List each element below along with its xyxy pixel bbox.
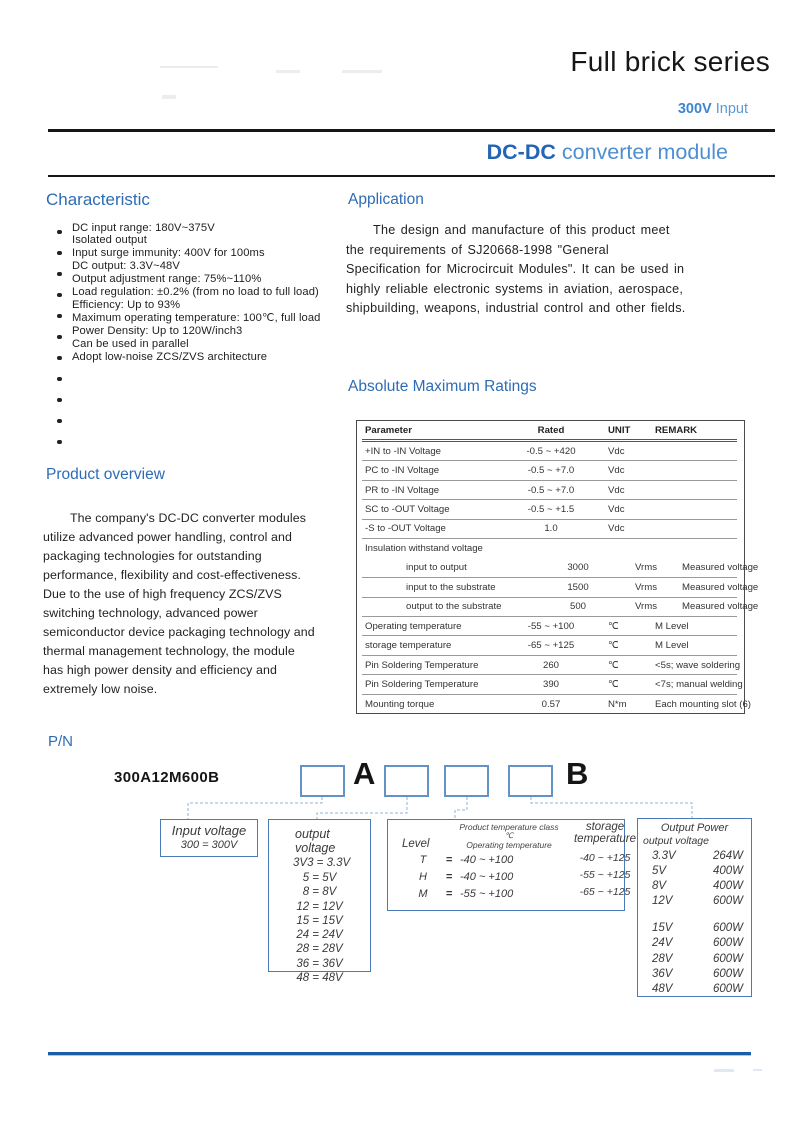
characteristic-item: Isolated output	[72, 234, 147, 247]
storage-temperature-values	[573, 850, 637, 900]
power-row-voltage: 8V	[652, 880, 667, 893]
table-cell-unit: ℃	[608, 678, 619, 690]
power-row-voltage: 48V	[652, 982, 673, 995]
table-cell-unit: Vdc	[608, 484, 625, 496]
characteristic-item: Power Density: Up to 120W/inch3	[72, 325, 243, 338]
table-cell-parameter: PC to -IN Voltage	[365, 465, 440, 477]
power-row-voltage: 3.3V	[652, 850, 676, 862]
output-voltage-option: 48 = 48V	[296, 972, 343, 985]
power-row	[652, 982, 743, 997]
bullet-icon	[57, 440, 62, 445]
table-cell-parameter: input to output	[406, 562, 467, 574]
power-row-voltage: 12V	[652, 895, 673, 908]
table-row	[362, 481, 737, 500]
characteristic-heading: Characteristic	[46, 190, 150, 209]
operating-temperature-label: Operating temperature	[466, 840, 552, 850]
table-cell-unit: Vdc	[608, 465, 625, 477]
characteristic-item: Efficiency: Up to 93%	[72, 299, 181, 312]
table-cell-remark: Measured voltage	[682, 581, 759, 593]
table-row	[362, 578, 759, 597]
table-cell-unit: Vrms	[635, 581, 658, 593]
pn-code-box-3	[444, 765, 489, 797]
header-divider-top	[48, 129, 775, 132]
table-cell-parameter: Operating temperature	[365, 620, 462, 632]
power-row-watts: 600W	[712, 952, 743, 965]
bullet-icon	[57, 251, 62, 256]
table-cell-unit: N*m	[608, 698, 627, 710]
application-heading: Application	[348, 191, 424, 208]
bullet-icon	[57, 293, 62, 298]
characteristic-item: Output adjustment range: 75%~110%	[72, 273, 262, 286]
table-row	[362, 442, 737, 461]
characteristic-item: Adopt low-noise ZCS/ZVS architecture	[72, 351, 268, 363]
power-row-watts: 600W	[712, 937, 743, 950]
output-voltage-box-title: output voltage	[295, 827, 336, 855]
power-row-watts: 400W	[712, 865, 743, 878]
overview-line: extremely low noise.	[43, 681, 158, 696]
power-row	[652, 967, 743, 982]
level-code: T	[419, 853, 427, 866]
output-voltage-option: 3V3 = 3.3V	[293, 857, 351, 869]
storage-temperature-title-1: storage	[585, 821, 625, 833]
level-range: -40 ~ +100	[460, 853, 514, 866]
table-cell-rated: 1.0	[544, 523, 558, 535]
output-voltage-option: 15 = 15V	[296, 914, 343, 927]
overview-line: utilize advanced power handling, control and	[43, 529, 292, 544]
table-cell-parameter: SC to -OUT Voltage	[365, 504, 450, 516]
artifact-smudge	[276, 70, 300, 73]
storage-temperature-value: -55 ~ +125	[579, 868, 631, 881]
level-label: Level	[402, 838, 430, 850]
power-row-gap	[652, 909, 743, 921]
table-cell-rated: 0.57	[541, 698, 561, 710]
power-row-watts: 600W	[712, 982, 743, 995]
characteristic-item: DC input range: 180V~375V	[72, 221, 215, 234]
power-row	[652, 879, 743, 894]
power-row-watts: 600W	[712, 895, 743, 908]
output-power-box	[637, 818, 752, 997]
table-header-unit: UNIT	[608, 424, 631, 436]
output-power-box-title: Output Power	[660, 822, 729, 834]
artifact-smudge	[714, 1069, 734, 1072]
characteristic-item: Can be used in parallel	[72, 338, 189, 351]
power-row-watts: 264W	[712, 850, 743, 862]
header-divider-bottom	[48, 175, 775, 177]
temperature-class-header	[445, 822, 573, 850]
power-row-voltage: 24V	[652, 937, 673, 950]
footer-divider-light	[48, 1055, 751, 1056]
part-number: 300A12M600B	[114, 769, 220, 786]
table-row	[362, 559, 759, 578]
table-row	[362, 520, 737, 539]
table-row	[362, 461, 737, 480]
input-voltage-word: Input	[711, 101, 748, 117]
pn-code-box-2	[384, 765, 429, 797]
output-voltage-options	[269, 856, 370, 985]
pn-letter-b: B	[566, 756, 589, 791]
table-row	[362, 695, 751, 714]
table-row	[362, 636, 737, 655]
characteristic-item: DC output: 3.3V~48V	[72, 260, 180, 273]
table-cell-unit: ℃	[608, 659, 619, 671]
level-code: H	[419, 870, 427, 883]
power-row	[652, 864, 743, 879]
overview-line: semiconductor device packaging technology and	[43, 624, 315, 639]
temperature-class-unit: ℃	[504, 831, 514, 840]
power-row	[652, 921, 743, 936]
characteristic-item: Maximum operating temperature: 100℃, full load	[72, 312, 321, 325]
level-range: -55 ~ +100	[460, 888, 514, 901]
table-cell-unit: Vdc	[608, 445, 625, 457]
table-cell-remark: M Level	[655, 620, 689, 632]
pn-letter-a: A	[353, 756, 376, 791]
output-power-rows	[652, 849, 743, 997]
application-line: The design and manufacture of this product meet	[373, 223, 670, 237]
table-cell-parameter: storage temperature	[365, 640, 452, 652]
power-row-voltage: 28V	[652, 952, 673, 965]
table-cell-remark: M Level	[655, 640, 689, 652]
table-cell-parameter: output to the substrate	[406, 601, 502, 613]
table-row	[362, 675, 743, 694]
table-cell-rated: -0.5 ~ +7.0	[527, 484, 575, 496]
bullet-icon	[57, 377, 62, 382]
artifact-smudge	[342, 70, 382, 73]
equals-sign: =	[445, 888, 453, 901]
table-cell-remark: <5s; wave soldering	[655, 659, 741, 671]
table-header-parameter: Parameter	[365, 424, 412, 436]
power-row-voltage: 36V	[652, 967, 673, 980]
table-cell-rated: 260	[542, 659, 559, 671]
power-row-voltage: 15V	[652, 922, 673, 935]
table-cell-parameter: PR to -IN Voltage	[365, 484, 440, 496]
table-row	[362, 617, 737, 636]
output-power-box-subtitle: output voltage	[643, 835, 709, 847]
table-row	[362, 539, 737, 558]
bullet-icon	[57, 356, 62, 361]
power-row-watts: 400W	[712, 880, 743, 893]
bullet-icon	[57, 398, 62, 403]
input-voltage-label	[678, 101, 748, 117]
table-cell-rated: 390	[542, 678, 559, 690]
pn-heading: P/N	[48, 733, 74, 750]
overview-line: The company's DC-DC converter modules	[70, 511, 307, 525]
overview-line: packaging technologies for outstanding	[43, 548, 262, 563]
output-voltage-option: 5 = 5V	[302, 872, 337, 884]
table-cell-parameter: Pin Soldering Temperature	[365, 659, 479, 671]
overview-line: switching technology, advanced power	[43, 605, 258, 620]
application-text	[346, 221, 758, 319]
power-row	[652, 849, 743, 864]
table-cell-unit: Vrms	[635, 562, 658, 574]
table-cell-remark: Measured voltage	[682, 562, 759, 574]
input-voltage-box-title: Input voltage	[171, 823, 247, 838]
overview-line: has high power density and efficiency and	[43, 662, 277, 677]
table-row	[362, 598, 759, 617]
artifact-smudge	[162, 95, 176, 99]
input-voltage-box	[160, 819, 258, 857]
temperature-class-title: Product temperature class	[459, 822, 559, 832]
bullet-icon	[57, 419, 62, 424]
output-voltage-option: 28 = 28V	[296, 943, 343, 956]
overview-line: thermal management technology, the module	[43, 643, 295, 658]
equals-sign: =	[445, 853, 453, 866]
characteristic-item: Input surge immunity: 400V for 100ms	[72, 247, 265, 260]
table-cell-rated: 500	[569, 601, 586, 613]
table-cell-rated: -55 ~ +100	[527, 620, 575, 632]
characteristic-item: Load regulation: ±0.2% (from no load to full load)	[72, 286, 319, 299]
application-line: highly reliable electronic systems in aviation, aerospace,	[346, 281, 684, 296]
ratings-table	[356, 420, 759, 714]
table-cell-rated: -0.5 ~ +7.0	[527, 465, 575, 477]
module-title-bold: DC-DC	[486, 140, 556, 164]
table-cell-unit: Vdc	[608, 504, 625, 516]
power-row	[652, 894, 743, 909]
module-title	[487, 140, 728, 165]
input-voltage-value: 300V	[677, 101, 712, 117]
bullet-icon	[57, 272, 62, 277]
pn-code-box-4	[508, 765, 553, 797]
table-cell-parameter: Insulation withstand voltage	[365, 543, 483, 555]
table-cell-unit: ℃	[608, 640, 619, 652]
ratings-table-body	[357, 442, 759, 714]
level-range: -40 ~ +100	[460, 870, 514, 883]
table-cell-parameter: -S to -OUT Voltage	[365, 523, 446, 535]
table-cell-rated: 3000	[567, 562, 589, 574]
power-row-voltage: 5V	[652, 865, 667, 878]
product-overview-heading: Product overview	[46, 466, 165, 483]
output-voltage-option: 8 = 8V	[302, 886, 337, 899]
product-overview-text	[43, 509, 353, 699]
table-cell-parameter: +IN to -IN Voltage	[365, 445, 441, 457]
table-cell-rated: 1500	[567, 581, 589, 593]
table-cell-parameter: input to the substrate	[406, 581, 496, 593]
artifact-smudge	[753, 1069, 762, 1071]
table-cell-unit: Vrms	[635, 601, 658, 613]
output-voltage-option: 12 = 12V	[296, 900, 343, 913]
bullet-icon	[57, 230, 62, 235]
power-row-watts: 600W	[712, 922, 743, 935]
table-cell-parameter: Mounting torque	[365, 698, 435, 710]
storage-temperature-value: -65 ~ +125	[579, 885, 631, 898]
artifact-smudge	[160, 66, 218, 68]
table-cell-remark: Measured voltage	[682, 601, 759, 613]
storage-temperature-title-2: temperature	[573, 833, 636, 845]
equals-sign: =	[445, 870, 453, 883]
table-cell-unit: Vdc	[608, 523, 625, 535]
output-voltage-option: 24 = 24V	[296, 929, 343, 942]
table-cell-remark: <7s; manual welding	[655, 678, 743, 690]
ratings-heading: Absolute Maximum Ratings	[348, 378, 537, 395]
module-title-rest: converter module	[555, 140, 728, 164]
storage-temperature-value: -40 ~ +125	[579, 852, 631, 864]
table-header-rated: Rated	[537, 424, 565, 436]
application-line: Specification for Microcircuit Modules". It can be used in	[346, 262, 685, 277]
table-row	[362, 500, 737, 519]
pn-code-box-1	[300, 765, 345, 797]
table-cell-parameter: Pin Soldering Temperature	[365, 678, 479, 690]
bullet-icon	[57, 314, 62, 319]
table-cell-remark: Each mounting slot (6)	[655, 698, 751, 710]
application-line: shipbuilding, weapons, industrial control and other fields.	[346, 301, 686, 316]
level-code: M	[418, 888, 428, 901]
table-header-remark: REMARK	[655, 424, 698, 436]
table-row	[362, 656, 741, 675]
power-row-watts: 600W	[712, 967, 743, 980]
table-cell-rated: -0.5 ~ +420	[526, 445, 576, 457]
table-cell-unit: ℃	[608, 620, 619, 632]
power-row	[652, 952, 743, 967]
bullet-icon	[57, 335, 62, 340]
overview-line: performance, flexibility and cost-effectiveness.	[43, 567, 302, 582]
table-header-row	[362, 421, 737, 442]
power-row	[652, 936, 743, 951]
output-voltage-box	[268, 819, 371, 985]
output-voltage-option: 36 = 36V	[296, 957, 343, 970]
table-cell-rated: -0.5 ~ +1.5	[527, 504, 575, 516]
application-line: the requirements of SJ20668-1998 "General	[346, 242, 609, 257]
input-voltage-box-value: 300 = 300V	[180, 839, 238, 851]
series-title: Full brick series	[570, 46, 770, 77]
overview-line: Due to the use of high frequency ZCS/ZVS	[43, 586, 282, 601]
table-cell-rated: -65 ~ +125	[527, 640, 575, 652]
storage-temperature-block	[573, 822, 637, 900]
